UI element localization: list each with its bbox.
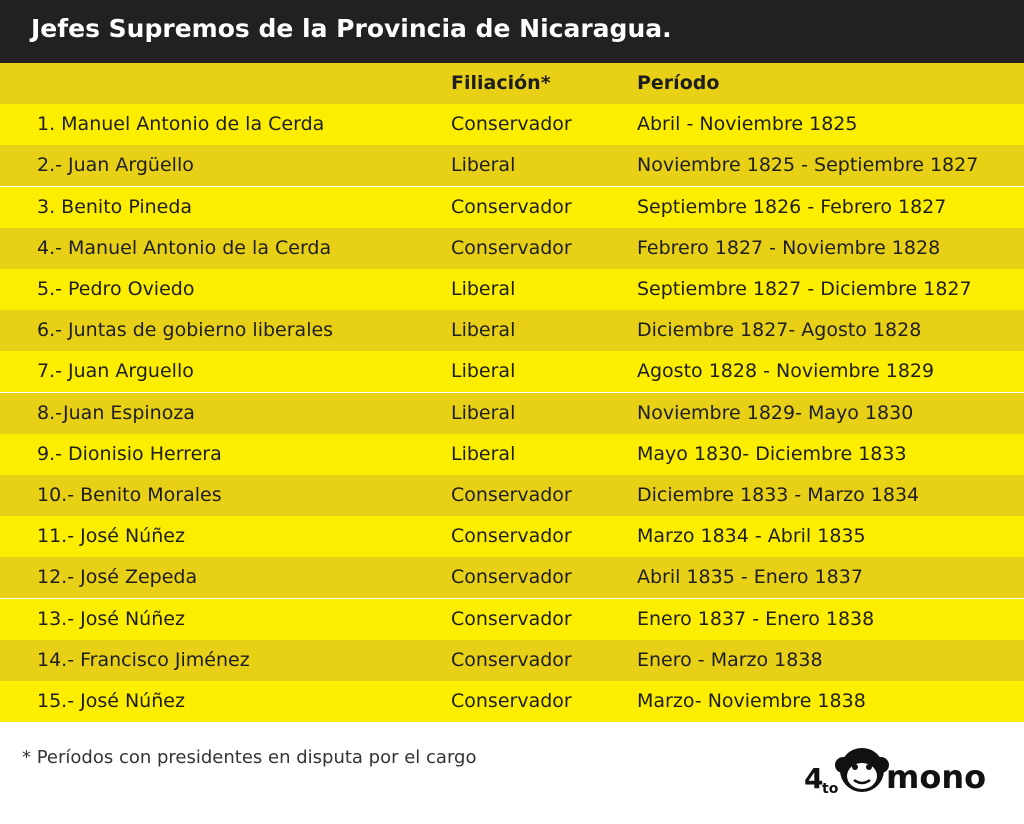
table-row	[0, 640, 1024, 681]
cell-affiliation: Liberal	[451, 402, 516, 424]
cell-name: 5.- Pedro Oviedo	[37, 278, 195, 300]
header-affiliation: Filiación*	[451, 72, 551, 94]
cell-name: 7.- Juan Arguello	[37, 360, 194, 382]
cell-affiliation: Conservador	[451, 196, 572, 218]
cell-name: 14.- Francisco Jiménez	[37, 649, 250, 671]
cell-affiliation: Conservador	[451, 484, 572, 506]
table-row	[0, 434, 1024, 475]
cell-affiliation: Conservador	[451, 525, 572, 547]
cell-period: Enero 1837 - Enero 1838	[637, 608, 875, 630]
cell-period: Diciembre 1827- Agosto 1828	[637, 319, 922, 341]
cell-affiliation: Conservador	[451, 237, 572, 259]
cell-name: 10.- Benito Morales	[37, 484, 222, 506]
page-title: Jefes Supremos de la Provincia de Nicaragua.	[31, 14, 672, 43]
title-bar	[0, 0, 1024, 63]
cell-period: Mayo 1830- Diciembre 1833	[637, 443, 907, 465]
table-row	[0, 104, 1024, 145]
logo-prefix-to: to	[822, 781, 839, 797]
brand-logo	[802, 740, 1002, 800]
cell-affiliation: Liberal	[451, 360, 516, 382]
header-period: Período	[637, 72, 720, 94]
cell-affiliation: Liberal	[451, 154, 516, 176]
cell-affiliation: Liberal	[451, 319, 516, 341]
cell-period: Noviembre 1829- Mayo 1830	[637, 402, 914, 424]
cell-name: 6.- Juntas de gobierno liberales	[37, 319, 334, 341]
cell-period: Agosto 1828 - Noviembre 1829	[637, 360, 935, 382]
table-row	[0, 516, 1024, 557]
table-row	[0, 681, 1024, 722]
cell-name: 15.- José Núñez	[37, 690, 185, 712]
cell-name: 12.- José Zepeda	[37, 566, 198, 588]
footnote: * Períodos con presidentes en disputa por el cargo	[22, 747, 477, 768]
logo-prefix-4: 4	[804, 762, 824, 795]
table-row	[0, 187, 1024, 228]
cell-name: 3. Benito Pineda	[37, 196, 193, 218]
table-row	[0, 228, 1024, 269]
cell-name: 4.- Manuel Antonio de la Cerda	[37, 237, 332, 259]
cell-period: Abril 1835 - Enero 1837	[637, 566, 863, 588]
cell-affiliation: Conservador	[451, 649, 572, 671]
cell-period: Diciembre 1833 - Marzo 1834	[637, 484, 920, 506]
cell-period: Abril - Noviembre 1825	[637, 113, 858, 135]
cell-name: 8.-Juan Espinoza	[37, 402, 195, 424]
table-row	[0, 351, 1024, 392]
cell-period: Marzo 1834 - Abril 1835	[637, 525, 866, 547]
cell-name: 11.- José Núñez	[37, 525, 185, 547]
table-row	[0, 393, 1024, 434]
cell-period: Noviembre 1825 - Septiembre 1827	[637, 154, 979, 176]
cell-period: Septiembre 1826 - Febrero 1827	[637, 196, 947, 218]
cell-period: Marzo- Noviembre 1838	[637, 690, 866, 712]
table-row	[0, 145, 1024, 186]
cell-period: Septiembre 1827 - Diciembre 1827	[637, 278, 972, 300]
cell-affiliation: Liberal	[451, 278, 516, 300]
table-row	[0, 269, 1024, 310]
cell-affiliation: Conservador	[451, 113, 572, 135]
cell-affiliation: Conservador	[451, 608, 572, 630]
monkey-face-icon	[835, 748, 889, 792]
table-row	[0, 310, 1024, 351]
leaders-table	[0, 63, 1024, 731]
table-header-row	[0, 63, 1024, 104]
cell-affiliation: Conservador	[451, 690, 572, 712]
cell-affiliation: Liberal	[451, 443, 516, 465]
logo-word: mono	[886, 758, 987, 796]
cell-name: 1. Manuel Antonio de la Cerda	[37, 113, 325, 135]
table-row	[0, 557, 1024, 598]
cell-name: 13.- José Núñez	[37, 608, 185, 630]
cell-name: 2.- Juan Argüello	[37, 154, 194, 176]
cell-period: Febrero 1827 - Noviembre 1828	[637, 237, 941, 259]
cell-period: Enero - Marzo 1838	[637, 649, 823, 671]
cell-affiliation: Conservador	[451, 566, 572, 588]
table-row	[0, 475, 1024, 516]
table-row	[0, 599, 1024, 640]
cell-name: 9.- Dionisio Herrera	[37, 443, 222, 465]
